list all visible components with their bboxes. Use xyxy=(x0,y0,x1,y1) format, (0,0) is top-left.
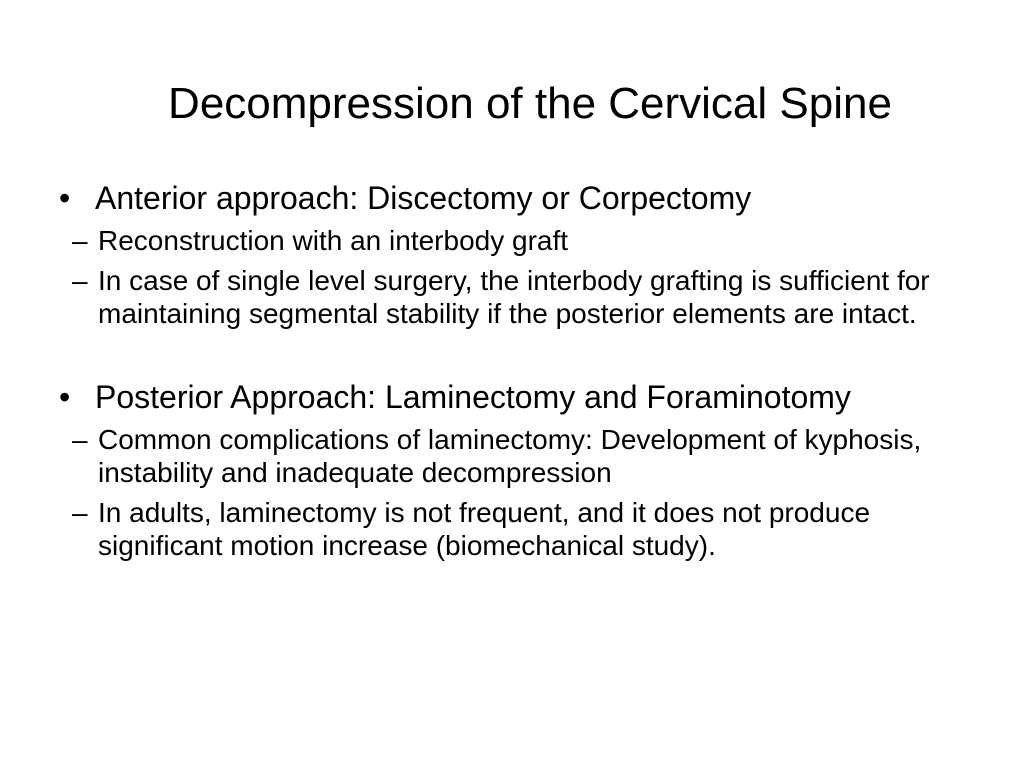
sub-point-text: Common complications of laminectomy: Development of kyphosis, instability and inadequate decompression xyxy=(98,424,922,488)
sub-point xyxy=(54,224,974,257)
sub-list-anterior xyxy=(54,224,974,330)
sub-marker: – xyxy=(72,265,88,296)
bullet-marker: • xyxy=(59,379,71,415)
bullet-spacer xyxy=(54,337,974,379)
bullet-text: Anterior approach: Discectomy or Corpectomy xyxy=(95,180,752,216)
sub-marker: – xyxy=(72,424,88,455)
sub-marker: – xyxy=(72,225,88,256)
sub-point-text: In adults, laminectomy is not frequent, and it does not produce significant motion increase (biomechanical study). xyxy=(98,497,871,561)
sub-point xyxy=(54,496,974,562)
bullet-anterior-approach xyxy=(54,180,974,216)
sub-point-text: Reconstruction with an interbody graft xyxy=(98,225,569,256)
bullet-posterior-approach xyxy=(54,379,974,415)
bullet-text: Posterior Approach: Laminectomy and Foraminotomy xyxy=(95,379,851,415)
sub-marker: – xyxy=(72,497,88,528)
sub-list-posterior xyxy=(54,423,974,562)
slide-content xyxy=(54,180,974,569)
slide-title: Decompression of the Cervical Spine xyxy=(168,79,892,128)
sub-point xyxy=(54,264,974,330)
sub-point xyxy=(54,423,974,489)
bullet-marker: • xyxy=(59,180,71,216)
sub-point-text: In case of single level surgery, the interbody grafting is sufficient for maintaining segmental stability if the posterior elements are intact. xyxy=(98,265,930,329)
